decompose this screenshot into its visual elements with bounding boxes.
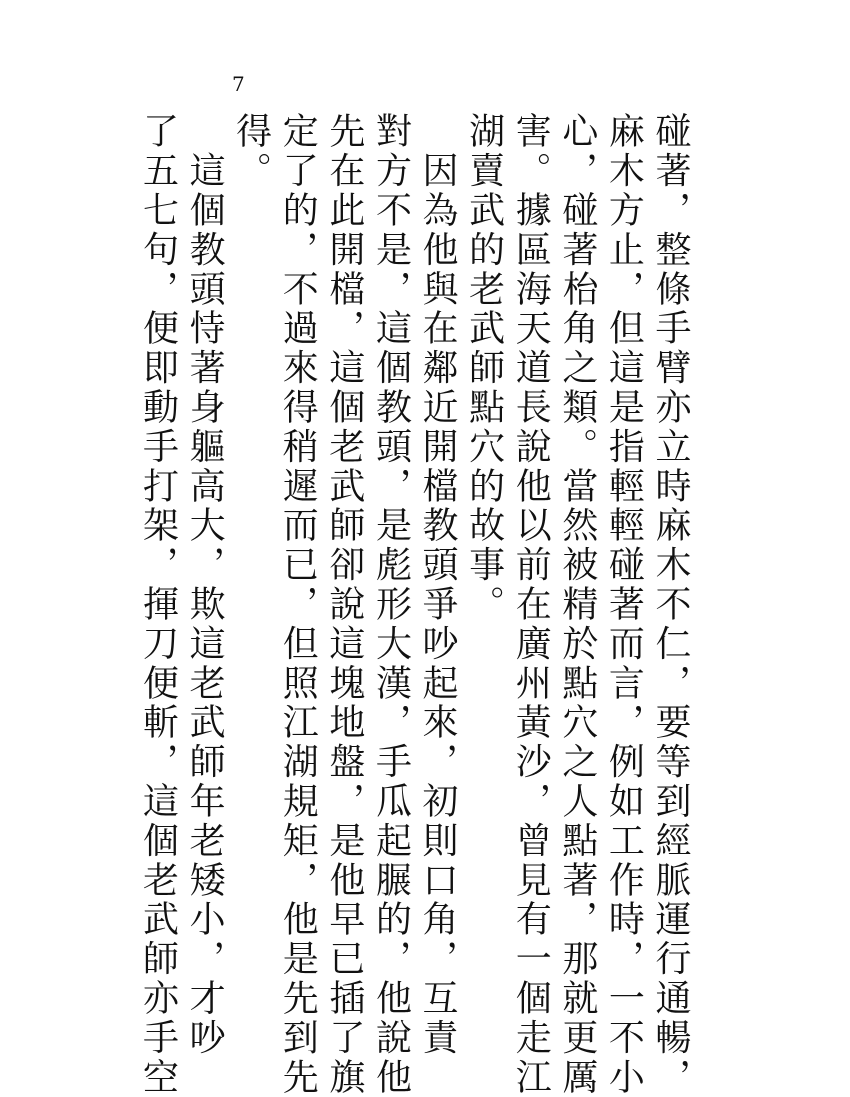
- text-column: 了五七句，便即動手打架，揮刀便斬，這個老武師亦手空: [137, 112, 179, 1097]
- text-column: 先在此開檔，這個老武師卻說這塊地盤，是他早已插了旗: [323, 112, 365, 1097]
- text-column: 對方不是，這個教頭，是彪形大漢，手瓜起𦟌的，他說他: [370, 112, 412, 1097]
- text-column: 碰著，整條手臂亦立時麻木不仁，要等到經脈運行通暢，: [650, 112, 691, 1097]
- text-column: 害。據區海天道長說他以前在廣州黃沙，曾見有一個走江: [510, 112, 552, 1097]
- text-column: 定了的，不過來得稍遲而已，但照江湖規矩，他是先到先: [277, 112, 319, 1097]
- text-column: 這個教頭恃著身軀高大，欺這老武師年老矮小，才吵: [184, 112, 226, 1058]
- text-column: 心，碰著枱角之類。當然被精於點穴之人點著，那就更厲: [556, 112, 598, 1097]
- vertical-text-body: [137, 112, 691, 1097]
- text-column: 因為他與在鄰近開檔教頭爭吵起來，初則口角，互責: [417, 112, 459, 1058]
- page-number: 7: [232, 72, 245, 96]
- text-column: 得。: [230, 112, 272, 191]
- text-column: 湖賣武的老武師點穴的故事。: [463, 112, 505, 625]
- text-column: 麻木方止，但這是指輕輕碰著而言，例如工作時，一不小: [603, 112, 645, 1097]
